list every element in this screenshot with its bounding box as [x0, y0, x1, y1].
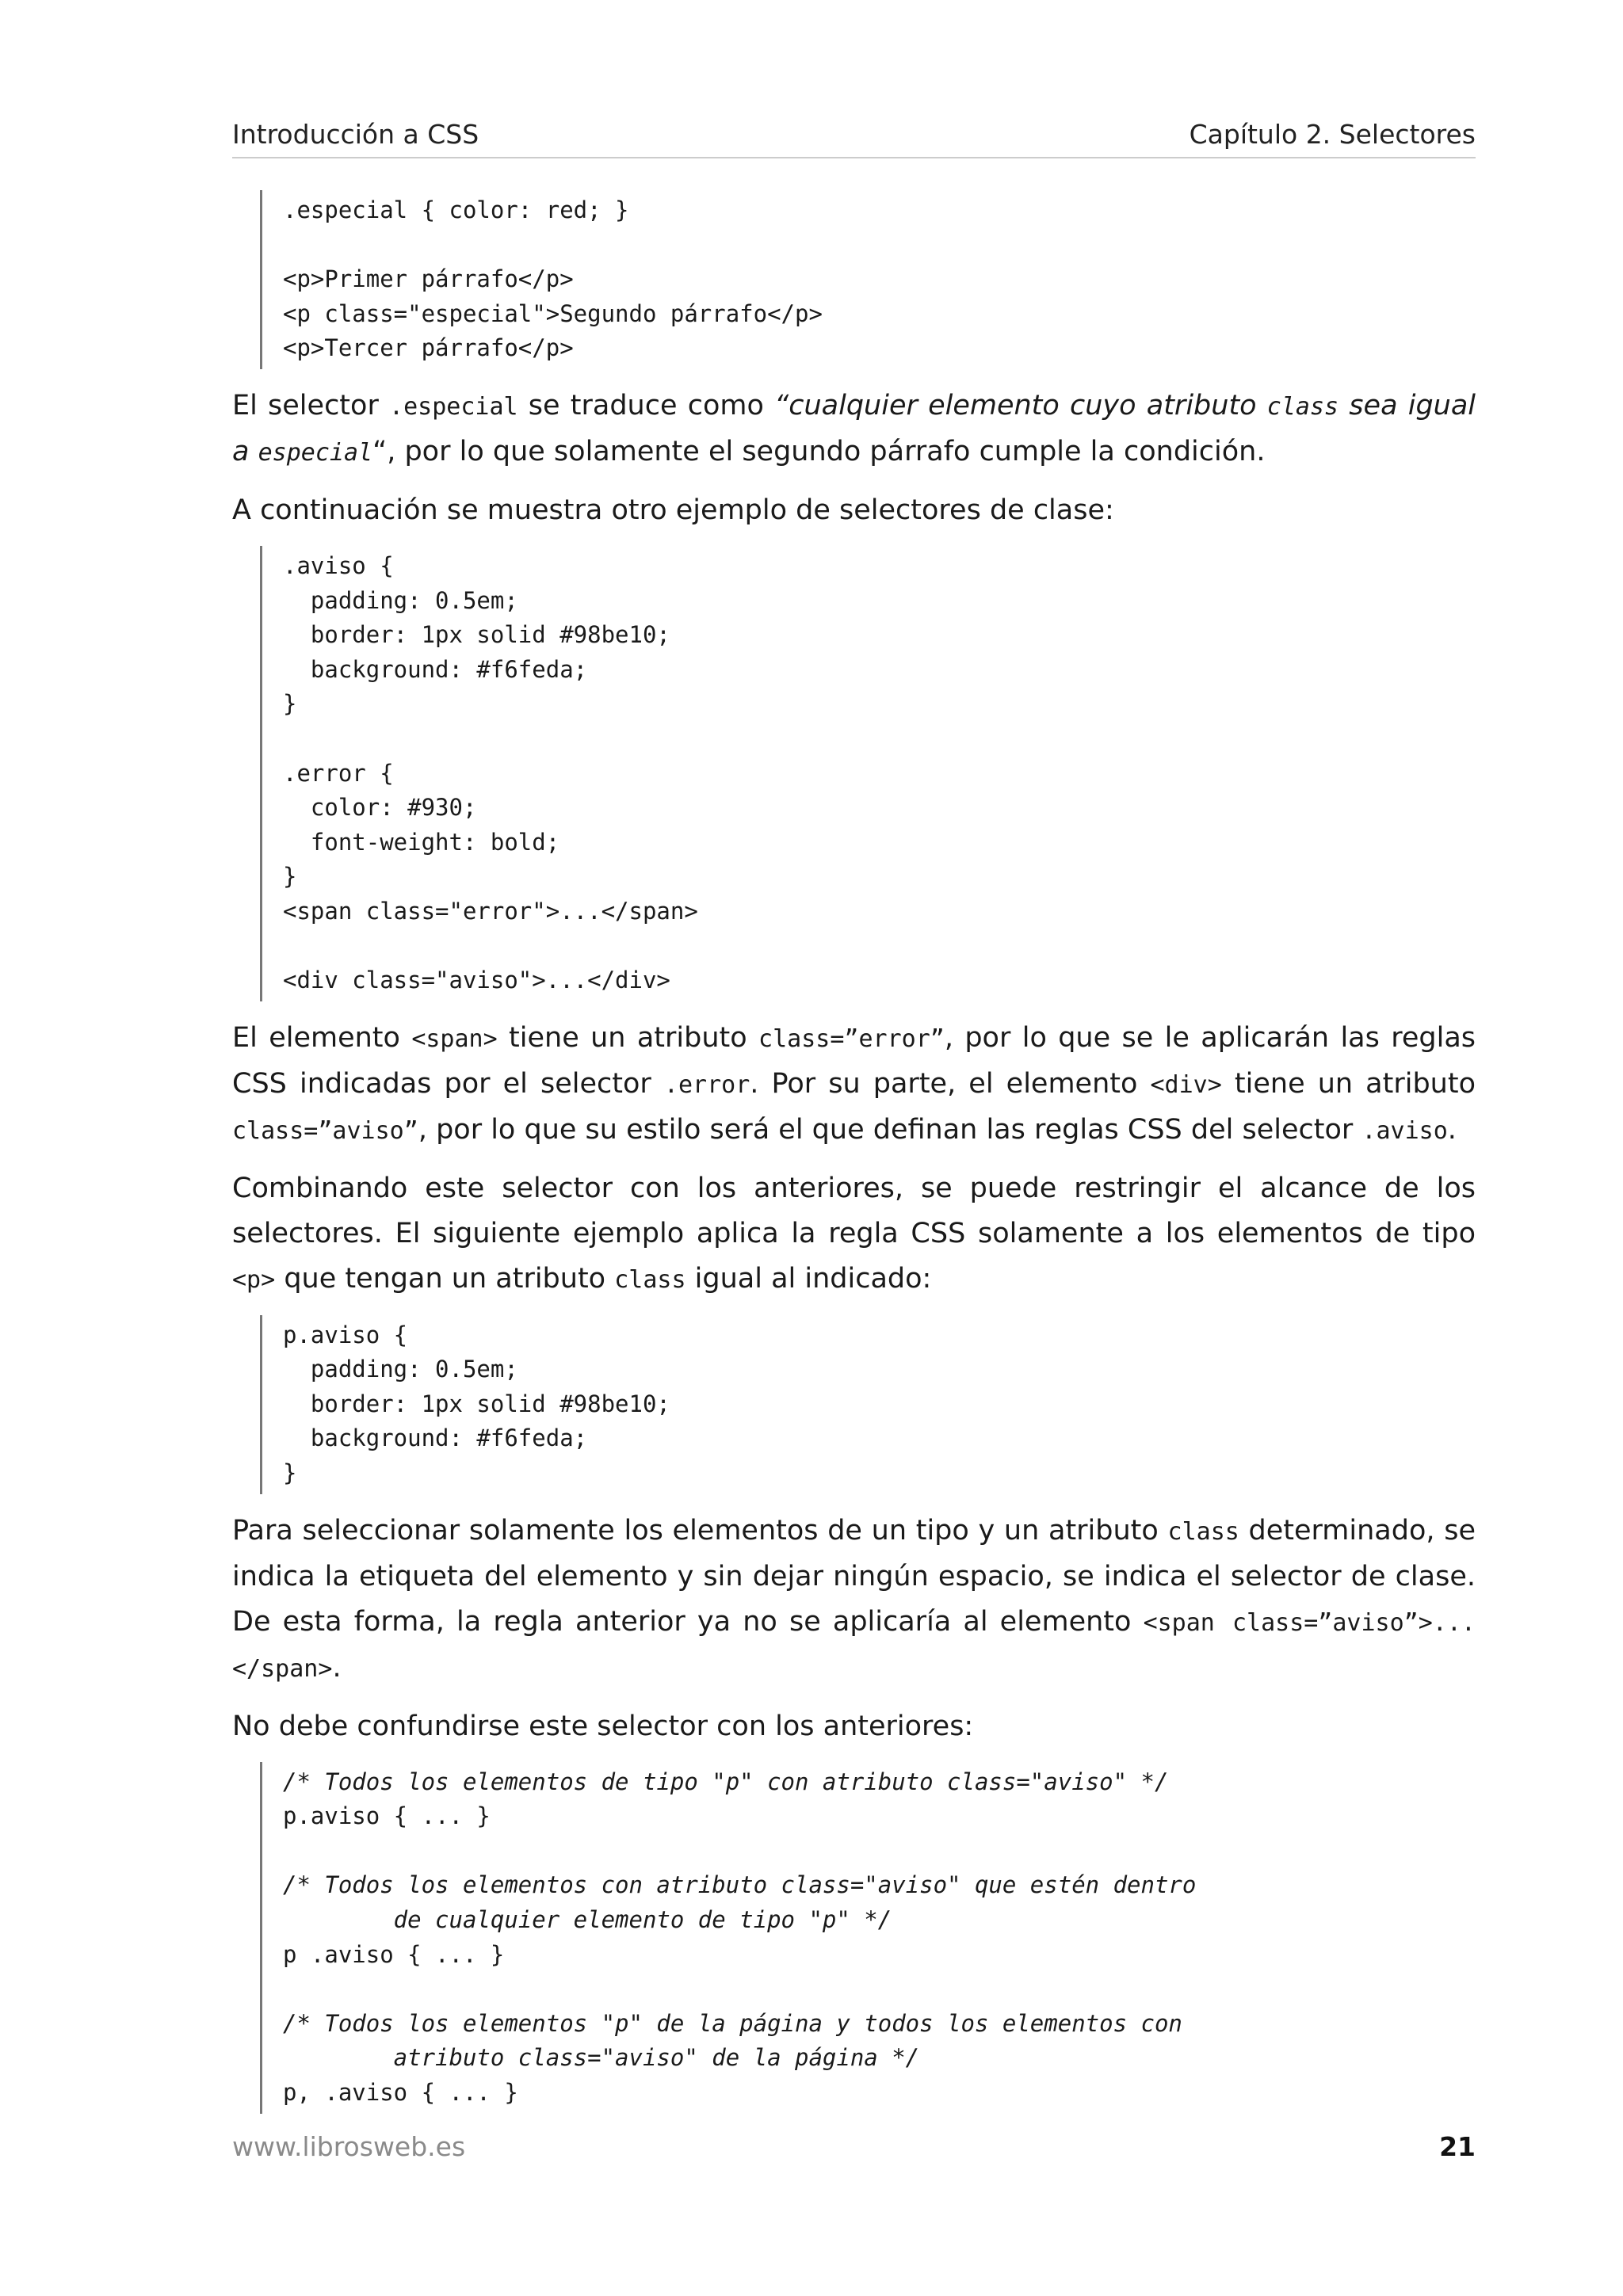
paragraph-do-not-confuse: No debe confundirse este selector con los anteriores: [232, 1710, 974, 1742]
page-number: 21 [1439, 2131, 1476, 2162]
code-line: p .aviso { ... } [283, 1940, 505, 1968]
code-comment: /* Todos los elementos "p" de la página y todos los elementos con atributo class="aviso" de la página */ [283, 2009, 1182, 2072]
page-body [232, 190, 1476, 2114]
code-block-p-aviso: p.aviso { padding: 0.5em; border: 1px solid #98be10; background: #f6feda; } [260, 1315, 1476, 1494]
paragraph-span-div-explanation: El elemento <span> tiene un atributo class=”error”, por lo que se le aplicarán las reglas CSS indicadas por el selector .error. Por su parte, el elemento <div> tiene un atributo class=”aviso”, por lo que su estilo será el que definan las reglas CSS del selector .aviso. [232, 1021, 1476, 1146]
paragraph-especial-explanation: El selector .especial se traduce como “cualquier elemento cuyo atributo class sea igual a especial“, por lo que solamente el segundo párrafo cumple la condición. [232, 389, 1476, 467]
code-block-especial: .especial { color: red; } <p>Primer párrafo</p> <p class="especial">Segundo párrafo</p> <p>Tercer párrafo</p> [260, 190, 1476, 369]
code-block-aviso-error: .aviso { padding: 0.5em; border: 1px solid #98be10; background: #f6feda; } .error { color: #930; font-weight: bold; } <span class="error">...</span> <div class="aviso">...</div> [260, 546, 1476, 1001]
header-chapter-title: Capítulo 2. Selectores [1189, 119, 1476, 150]
code-line: p, .aviso { ... } [283, 2079, 518, 2106]
header-book-title: Introducción a CSS [232, 119, 479, 150]
code-comment: /* Todos los elementos de tipo "p" con atributo class="aviso" */ [283, 1768, 1169, 1795]
page [232, 0, 1476, 2296]
footer-site-link[interactable]: www.librosweb.es [232, 2131, 466, 2162]
paragraph-element-class-selector: Para seleccionar solamente los elementos de un tipo y un atributo class determinado, se indica la etiqueta del elemento y sin dejar ningún espacio, se indica el selector de clase. De esta forma, la regla anterior ya no se aplicaría al elemento <span class=”aviso”>...</span>. [232, 1514, 1476, 1684]
paragraph-combining-selectors: Combinando este selector con los anteriores, se puede restringir el alcance de los selectores. El siguiente ejemplo aplica la regla CSS solamente a los elementos de tipo <p> que tengan un atributo class igual al indicado: [232, 1172, 1476, 1295]
code-block-selector-comparison [260, 1762, 1476, 2114]
code-line: p.aviso { ... } [283, 1802, 491, 1830]
code-comment: /* Todos los elementos con atributo class="aviso" que estén dentro de cualquier elemento de tipo "p" */ [283, 1871, 1197, 1934]
running-header [232, 119, 1476, 158]
paragraph-intro-example: A continuación se muestra otro ejemplo de selectores de clase: [232, 494, 1114, 526]
